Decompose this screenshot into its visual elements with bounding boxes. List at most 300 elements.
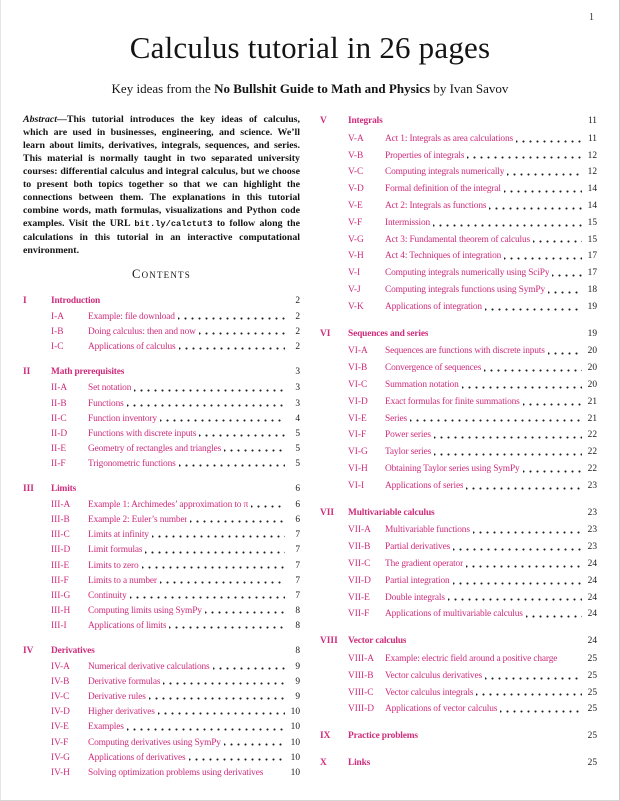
toc-section-row[interactable] xyxy=(320,728,597,745)
page-title: Calculus tutorial in 26 pages xyxy=(129,30,491,65)
toc-subsection-number: III-I xyxy=(51,620,67,631)
toc-subsection-number: IV-H xyxy=(51,767,70,778)
toc-section-number: IX xyxy=(320,731,331,742)
toc-subsection-row[interactable] xyxy=(23,619,300,634)
toc-section-title: Introduction xyxy=(51,296,101,306)
toc-subsection-number: IV-B xyxy=(51,677,70,688)
toc-subsection-row[interactable] xyxy=(23,340,300,355)
toc-subsection-number: VII-C xyxy=(348,558,371,569)
toc-subsection-page: 10 xyxy=(290,767,300,778)
toc-subsection-page: 2 xyxy=(295,312,300,323)
toc-subsection-page: 21 xyxy=(587,396,597,407)
toc-subsection-title: Intermission xyxy=(385,217,431,228)
toc-section-page: 11 xyxy=(587,116,597,126)
toc-subsection-number: V-I xyxy=(348,268,361,279)
toc-subsection-row[interactable] xyxy=(320,248,597,265)
toc-section-page: 19 xyxy=(587,328,597,339)
toc-subsection-title: Function inventory xyxy=(88,413,157,424)
toc-subsection-row[interactable] xyxy=(320,606,597,623)
toc-subsection-page: 5 xyxy=(295,443,300,454)
toc-subsection-title: Limits to zero xyxy=(88,560,139,571)
toc-section-number: II xyxy=(23,367,31,378)
toc-subsection-number: VI-D xyxy=(348,396,368,407)
toc-subsection-page: 15 xyxy=(587,234,597,245)
toc-dot-leader xyxy=(179,457,285,472)
toc-subsection-number: III-B xyxy=(51,515,70,526)
toc-subsection-row[interactable] xyxy=(320,131,597,148)
toc-subsection-row[interactable] xyxy=(320,461,597,478)
toc-subsection-number: VI-F xyxy=(348,430,367,441)
toc-subsection-number: V-D xyxy=(348,184,364,195)
toc-subsection-title: Applications of series xyxy=(385,480,464,491)
toc-subsection-title: Example 2: Euler’s number xyxy=(88,515,188,526)
toc-subsection-number: VIII-C xyxy=(348,687,374,698)
toc-subsection-number: II-E xyxy=(51,443,67,454)
toc-subsection-page: 12 xyxy=(587,150,597,161)
toc-subsection-row[interactable] xyxy=(320,282,597,299)
toc-subsection-row[interactable] xyxy=(320,590,597,607)
toc-subsection-page: 4 xyxy=(295,413,300,424)
toc-subsection-page: 9 xyxy=(295,662,300,673)
toc-dot-leader xyxy=(548,343,582,360)
toc-subsection-row[interactable] xyxy=(23,310,300,325)
toc-subsection-number: VII-D xyxy=(348,575,371,586)
toc-subsection-page: 19 xyxy=(587,301,597,312)
toc-dot-leader xyxy=(142,559,286,574)
toc-subsection-number: VII-E xyxy=(348,592,370,603)
toc-subsection-title: Applications of integration xyxy=(385,301,482,312)
toc-leader xyxy=(431,326,582,343)
subtitle-book-title: No Bullshit Guide to Math and Physics xyxy=(214,81,431,96)
toc-subsection-row[interactable] xyxy=(23,513,300,528)
toc-subsection-title: Multivariable functions xyxy=(385,525,470,536)
toc-subsection-title: Derivative rules xyxy=(88,692,146,703)
toc-subsection-row[interactable] xyxy=(320,164,597,181)
toc-dot-leader xyxy=(127,397,285,412)
toc-dot-leader xyxy=(466,478,582,495)
toc-dot-leader xyxy=(448,590,582,607)
toc-dot-leader xyxy=(485,668,582,685)
toc-dot-leader xyxy=(160,412,285,427)
toc-subsection-title: Formal definition of the integral xyxy=(385,184,501,195)
toc-subsection-title: Act 2: Integrals as functions xyxy=(385,200,487,211)
abstract-text-before-url: —This tutorial introduces the key ideas of calculus, which are used in businesses, engineering, and science. We’ll learn about limits, derivatives, integrals, sequences, and series. This material is normally taught in two separated university courses: differential calculus and integral calculus, but we choose to present both topics together so that we can highlight the connections between them. The explanations in this tutorial combine words, math formulas, visualizations and Python code examples. Visit the URL xyxy=(23,114,300,229)
toc-subsection-number: III-D xyxy=(51,545,71,556)
toc-subsection-row[interactable] xyxy=(23,766,300,781)
toc-section-row[interactable] xyxy=(23,644,300,659)
toc-dot-leader xyxy=(552,265,582,282)
toc-subsection-page: 9 xyxy=(295,677,300,688)
toc-dot-leader xyxy=(134,381,285,396)
toc-subsection-number: V-B xyxy=(348,150,364,161)
toc-section-number: VIII xyxy=(320,636,338,647)
toc-subsection-page: 2 xyxy=(295,327,300,338)
toc-subsection-number: IV-F xyxy=(51,737,69,748)
toc-subsection-number: V-A xyxy=(348,133,364,144)
toc-subsection-page: 8 xyxy=(295,605,300,616)
toc-subsection-number: VI-G xyxy=(348,447,368,458)
toc-subsection-row[interactable] xyxy=(320,573,597,590)
toc-section-page: 2 xyxy=(295,296,300,306)
toc-subsection-row[interactable] xyxy=(23,751,300,766)
subtitle-suffix: by Ivan Savov xyxy=(430,81,509,96)
toc-subsection-page: 14 xyxy=(587,200,597,211)
toc-section-group xyxy=(320,633,597,718)
toc-subsection-number: II-A xyxy=(51,383,68,394)
toc-subsection-title: Exact formulas for finite summations xyxy=(385,396,520,407)
toc-subsection-page: 11 xyxy=(587,133,597,144)
toc-subsection-page: 22 xyxy=(587,447,597,458)
toc-section-row[interactable] xyxy=(320,755,597,772)
toc-dot-leader xyxy=(489,198,582,215)
toc-dot-leader xyxy=(516,131,582,148)
toc-subsection-number: VII-F xyxy=(348,609,370,620)
toc-subsection-row[interactable] xyxy=(320,701,597,718)
toc-column-left xyxy=(23,294,300,781)
toc-section-row[interactable] xyxy=(23,482,300,497)
toc-dot-leader xyxy=(507,164,582,181)
toc-section-title: Vector calculus xyxy=(348,636,407,647)
toc-subsection-page: 24 xyxy=(587,558,597,569)
toc-section-number: I xyxy=(23,296,27,306)
toc-subsection-title: Computing integrals numerically xyxy=(385,167,505,178)
abstract xyxy=(23,113,300,257)
toc-dot-leader xyxy=(199,325,285,340)
toc-dot-leader xyxy=(224,736,285,751)
toc-subsection-page: 18 xyxy=(587,284,597,295)
toc-dot-leader xyxy=(485,299,582,316)
toc-subsection-title: Applications of derivatives xyxy=(88,752,186,763)
toc-leader xyxy=(421,728,582,745)
toc-dot-leader xyxy=(163,675,285,690)
toc-section-title: Practice problems xyxy=(348,731,418,742)
toc-subsection-page: 6 xyxy=(295,515,300,526)
toc-section-row[interactable] xyxy=(320,505,597,522)
toc-subsection-number: VIII-B xyxy=(348,670,374,681)
toc-subsection-row[interactable] xyxy=(23,660,300,675)
toc-subsection-page: 23 xyxy=(587,542,597,553)
toc-subsection-title: Act 1: Integrals as area calculations xyxy=(385,133,513,144)
toc-subsection-row[interactable] xyxy=(320,556,597,573)
toc-section-row[interactable] xyxy=(320,326,597,343)
toc-subsection-row[interactable] xyxy=(23,543,300,558)
page-number: 1 xyxy=(589,12,594,23)
toc-subsection-title: Set notation xyxy=(88,383,132,394)
toc-section-row[interactable] xyxy=(320,633,597,650)
toc-subsection-title: Power series xyxy=(385,430,431,441)
toc-subsection-row[interactable] xyxy=(320,198,597,215)
toc-subsection-page: 10 xyxy=(290,737,300,748)
toc-subsection-row[interactable] xyxy=(23,604,300,619)
toc-subsection-row[interactable] xyxy=(320,478,597,495)
toc-subsection-row[interactable] xyxy=(23,325,300,340)
toc-subsection-page: 5 xyxy=(295,458,300,469)
toc-subsection-row[interactable] xyxy=(23,381,300,396)
toc-subsection-row[interactable] xyxy=(320,360,597,377)
toc-subsection-page: 2 xyxy=(295,342,300,353)
toc-subsection-title: Examples xyxy=(88,722,124,733)
toc-section-group xyxy=(320,728,597,745)
toc-subsection-row[interactable] xyxy=(320,232,597,249)
toc-subsection-page: 25 xyxy=(587,670,597,681)
toc-dot-leader xyxy=(504,181,582,198)
toc-section-title: Sequences and series xyxy=(348,328,429,339)
toc-section-number: III xyxy=(23,484,34,495)
toc-subsection-row[interactable] xyxy=(23,397,300,412)
toc-subsection-title: Series xyxy=(385,413,408,424)
abstract-label: Abstract xyxy=(23,114,58,125)
toc-subsection-number: III-E xyxy=(51,560,70,571)
toc-subsection-number: V-K xyxy=(348,301,364,312)
toc-dot-leader xyxy=(152,528,285,543)
toc-subsection-row[interactable] xyxy=(23,528,300,543)
toc-dot-leader xyxy=(149,690,285,705)
toc-subsection-row[interactable] xyxy=(320,411,597,428)
toc-dot-leader xyxy=(523,394,582,411)
toc-subsection-number: III-F xyxy=(51,575,69,586)
toc-dot-leader xyxy=(160,574,285,589)
toc-section-group xyxy=(320,755,597,772)
page-subtitle xyxy=(1,81,619,97)
abstract-url-link[interactable]: bit.ly/calctut3 xyxy=(134,219,213,229)
toc-section-number: VI xyxy=(320,328,331,339)
toc-subsection-number: III-A xyxy=(51,500,71,511)
toc-subsection-number: IV-E xyxy=(51,722,69,733)
toc-leader xyxy=(103,294,285,309)
toc-subsection-title: Vector calculus derivatives xyxy=(385,670,482,681)
toc-subsection-title: The gradient operator xyxy=(385,558,464,569)
toc-section-title: Math prerequisites xyxy=(51,367,125,378)
toc-section-title: Limits xyxy=(51,484,77,495)
toc-section-page: 23 xyxy=(587,507,597,518)
toc-subsection-page: 23 xyxy=(587,525,597,536)
toc-subsection-title: Limits to a number xyxy=(88,575,157,586)
toc-subsection-page: 9 xyxy=(295,692,300,703)
toc-section-page: 3 xyxy=(295,367,300,378)
toc-subsection-row[interactable] xyxy=(320,394,597,411)
toc-subsection-number: VI-I xyxy=(348,480,365,491)
toc-subsection-title: Functions xyxy=(88,398,124,409)
toc-subsection-row[interactable] xyxy=(23,574,300,589)
toc-leader xyxy=(127,365,285,380)
toc-dot-leader xyxy=(434,427,582,444)
toc-subsection-row[interactable] xyxy=(320,427,597,444)
toc-subsection-title: Computing limits using SymPy xyxy=(88,605,202,616)
toc-section-title: Multivariable calculus xyxy=(348,507,435,518)
toc-subsection-row[interactable] xyxy=(320,148,597,165)
toc-subsection-page: 20 xyxy=(587,379,597,390)
toc-subsection-number: III-G xyxy=(51,590,71,601)
toc-subsection-page: 17 xyxy=(587,268,597,279)
toc-section-row[interactable] xyxy=(23,294,300,309)
toc-subsection-page: 5 xyxy=(295,428,300,439)
toc-subsection-title: Doing calculus: then and now xyxy=(88,327,196,338)
toc-subsection-title: Numerical derivative calculations xyxy=(88,662,210,673)
toc-dot-leader xyxy=(476,685,582,702)
toc-dot-leader xyxy=(533,232,582,249)
toc-section-page: 8 xyxy=(295,645,300,656)
toc-leader xyxy=(98,644,285,659)
toc-dot-leader xyxy=(189,751,286,766)
toc-subsection-row[interactable] xyxy=(23,559,300,574)
toc-subsection-row[interactable] xyxy=(320,651,597,668)
toc-subsection-page: 24 xyxy=(587,609,597,620)
toc-subsection-page: 10 xyxy=(290,722,300,733)
toc-leader xyxy=(373,755,582,772)
toc-subsection-row[interactable] xyxy=(320,444,597,461)
toc-section-page: 25 xyxy=(587,731,597,742)
toc-subsection-page: 22 xyxy=(587,463,597,474)
toc-subsection-title: Example 1: Archimedes’ approximation to π xyxy=(88,500,249,511)
toc-section-row[interactable] xyxy=(320,113,597,130)
two-column-layout xyxy=(1,97,619,781)
toc-subsection-row[interactable] xyxy=(320,299,597,316)
toc-dot-leader xyxy=(453,573,582,590)
toc-subsection-row[interactable] xyxy=(23,442,300,457)
toc-subsection-number: VI-B xyxy=(348,363,368,374)
toc-subsection-title: Higher derivatives xyxy=(88,707,155,718)
toc-leader xyxy=(409,633,582,650)
toc-dot-leader xyxy=(484,360,582,377)
toc-subsection-number: II-C xyxy=(51,413,67,424)
toc-subsection-page: 17 xyxy=(587,251,597,262)
toc-subsection-title: Taylor series xyxy=(385,447,432,458)
toc-subsection-title: Partial derivatives xyxy=(385,542,451,553)
toc-subsection-row[interactable] xyxy=(320,265,597,282)
abstract-text-after-url: to follow along the calculations in this tutorial in an interactive computational environment. xyxy=(23,218,300,256)
toc-subsection-title: Example: electric field around a positive charge xyxy=(385,653,558,664)
toc-subsection-title: Applications of calculus xyxy=(88,342,176,353)
toc-subsection-row[interactable] xyxy=(23,457,300,472)
toc-subsection-title: Limits at infinity xyxy=(88,530,149,541)
toc-subsection-number: VI-A xyxy=(348,346,368,357)
toc-leader xyxy=(438,505,582,522)
toc-subsection-title: Example: file download xyxy=(88,312,175,323)
toc-section-page: 25 xyxy=(587,757,597,768)
toc-section-group xyxy=(23,294,300,355)
toc-subsection-title: Convergence of sequences xyxy=(385,363,482,374)
toc-section-number: VII xyxy=(320,507,335,518)
toc-subsection-row[interactable] xyxy=(23,736,300,751)
toc-subsection-title: Double integrals xyxy=(385,592,445,603)
toc-subsection-page: 23 xyxy=(587,480,597,491)
toc-dot-leader xyxy=(453,539,582,556)
toc-subsection-title: Trigonometric functions xyxy=(88,458,176,469)
toc-subsection-title: Properties of integrals xyxy=(385,150,465,161)
toc-subsection-row[interactable] xyxy=(23,498,300,513)
toc-subsection-title: Applications of vector calculus xyxy=(385,704,498,715)
toc-section-group xyxy=(320,505,597,624)
toc-section-title: Integrals xyxy=(348,116,383,126)
toc-leader xyxy=(386,113,582,130)
toc-subsection-row[interactable] xyxy=(23,675,300,690)
toc-subsection-number: I-B xyxy=(51,327,64,338)
subtitle-prefix: Key ideas from the xyxy=(111,81,215,96)
toc-subsection-row[interactable] xyxy=(23,720,300,735)
toc-subsection-row[interactable] xyxy=(23,589,300,604)
toc-dot-leader xyxy=(199,427,285,442)
toc-subsection-row[interactable] xyxy=(320,343,597,360)
toc-subsection-number: VII-A xyxy=(348,525,371,536)
toc-subsection-page: 25 xyxy=(587,704,597,715)
toc-dot-leader xyxy=(130,589,285,604)
toc-subsection-page: 12 xyxy=(587,167,597,178)
toc-dot-leader xyxy=(548,282,582,299)
toc-subsection-row[interactable] xyxy=(320,377,597,394)
toc-subsection-page: 7 xyxy=(295,545,300,556)
toc-dot-leader xyxy=(434,444,582,461)
toc-subsection-row[interactable] xyxy=(320,181,597,198)
toc-subsection-row[interactable] xyxy=(320,522,597,539)
toc-section-title: Derivatives xyxy=(51,645,95,656)
toc-section-group xyxy=(320,113,597,316)
toc-subsection-page: 7 xyxy=(295,590,300,601)
toc-leader xyxy=(79,482,285,497)
toc-subsection-number: IV-D xyxy=(51,707,70,718)
toc-subsection-page: 3 xyxy=(295,383,300,394)
toc-subsection-title: Partial integration xyxy=(385,575,450,586)
toc-subsection-row[interactable] xyxy=(320,215,597,232)
toc-subsection-row[interactable] xyxy=(23,690,300,705)
toc-subsection-title: Sequences are functions with discrete inputs xyxy=(385,346,545,357)
toc-section-page: 24 xyxy=(587,636,597,647)
toc-subsection-number: V-F xyxy=(348,217,363,228)
toc-subsection-title: Limit formulas xyxy=(88,545,143,556)
toc-dot-leader xyxy=(433,215,582,232)
toc-subsection-title: Act 3: Fundamental theorem of calculus xyxy=(385,234,531,245)
toc-subsection-number: IV-G xyxy=(51,752,70,763)
toc-subsection-number: V-H xyxy=(348,251,364,262)
toc-subsection-number: III-H xyxy=(51,605,71,616)
toc-subsection-number: VIII-A xyxy=(348,653,375,664)
toc-subsection-page: 10 xyxy=(290,707,300,718)
toc-dot-leader xyxy=(410,411,582,428)
toc-subsection-row[interactable] xyxy=(320,539,597,556)
toc-dot-leader xyxy=(523,461,582,478)
toc-subsection-number: V-J xyxy=(348,284,361,295)
toc-subsection-row[interactable] xyxy=(320,668,597,685)
toc-subsection-number: V-G xyxy=(348,234,364,245)
toc-subsection-number: VI-E xyxy=(348,413,367,424)
toc-dot-leader xyxy=(213,660,285,675)
toc-subsection-row[interactable] xyxy=(320,685,597,702)
toc-subsection-row[interactable] xyxy=(23,412,300,427)
contents-heading: Contents xyxy=(132,267,191,281)
toc-subsection-title: Computing derivatives using SymPy xyxy=(88,737,221,748)
toc-subsection-number: III-C xyxy=(51,530,70,541)
toc-subsection-page: 24 xyxy=(587,575,597,586)
toc-subsection-number: VI-C xyxy=(348,379,368,390)
toc-dot-leader xyxy=(178,310,285,325)
toc-subsection-number: II-B xyxy=(51,398,67,409)
toc-subsection-row[interactable] xyxy=(23,427,300,442)
toc-section-row[interactable] xyxy=(23,365,300,380)
toc-subsection-title: Derivative formulas xyxy=(88,677,161,688)
toc-dot-leader xyxy=(205,604,285,619)
toc-subsection-title: Solving optimization problems using derivatives xyxy=(88,767,264,778)
toc-subsection-page: 7 xyxy=(295,575,300,586)
toc-dot-leader xyxy=(467,148,582,165)
toc-subsection-row[interactable] xyxy=(23,705,300,720)
toc-section-group xyxy=(23,482,300,634)
toc-dot-leader xyxy=(560,651,582,668)
toc-subsection-title: Applications of limits xyxy=(88,620,167,631)
toc-subsection-page: 20 xyxy=(587,363,597,374)
toc-dot-leader xyxy=(127,720,285,735)
toc-subsection-title: Summation notation xyxy=(385,379,459,390)
toc-dot-leader xyxy=(504,248,582,265)
toc-subsection-number: VII-B xyxy=(348,542,371,553)
